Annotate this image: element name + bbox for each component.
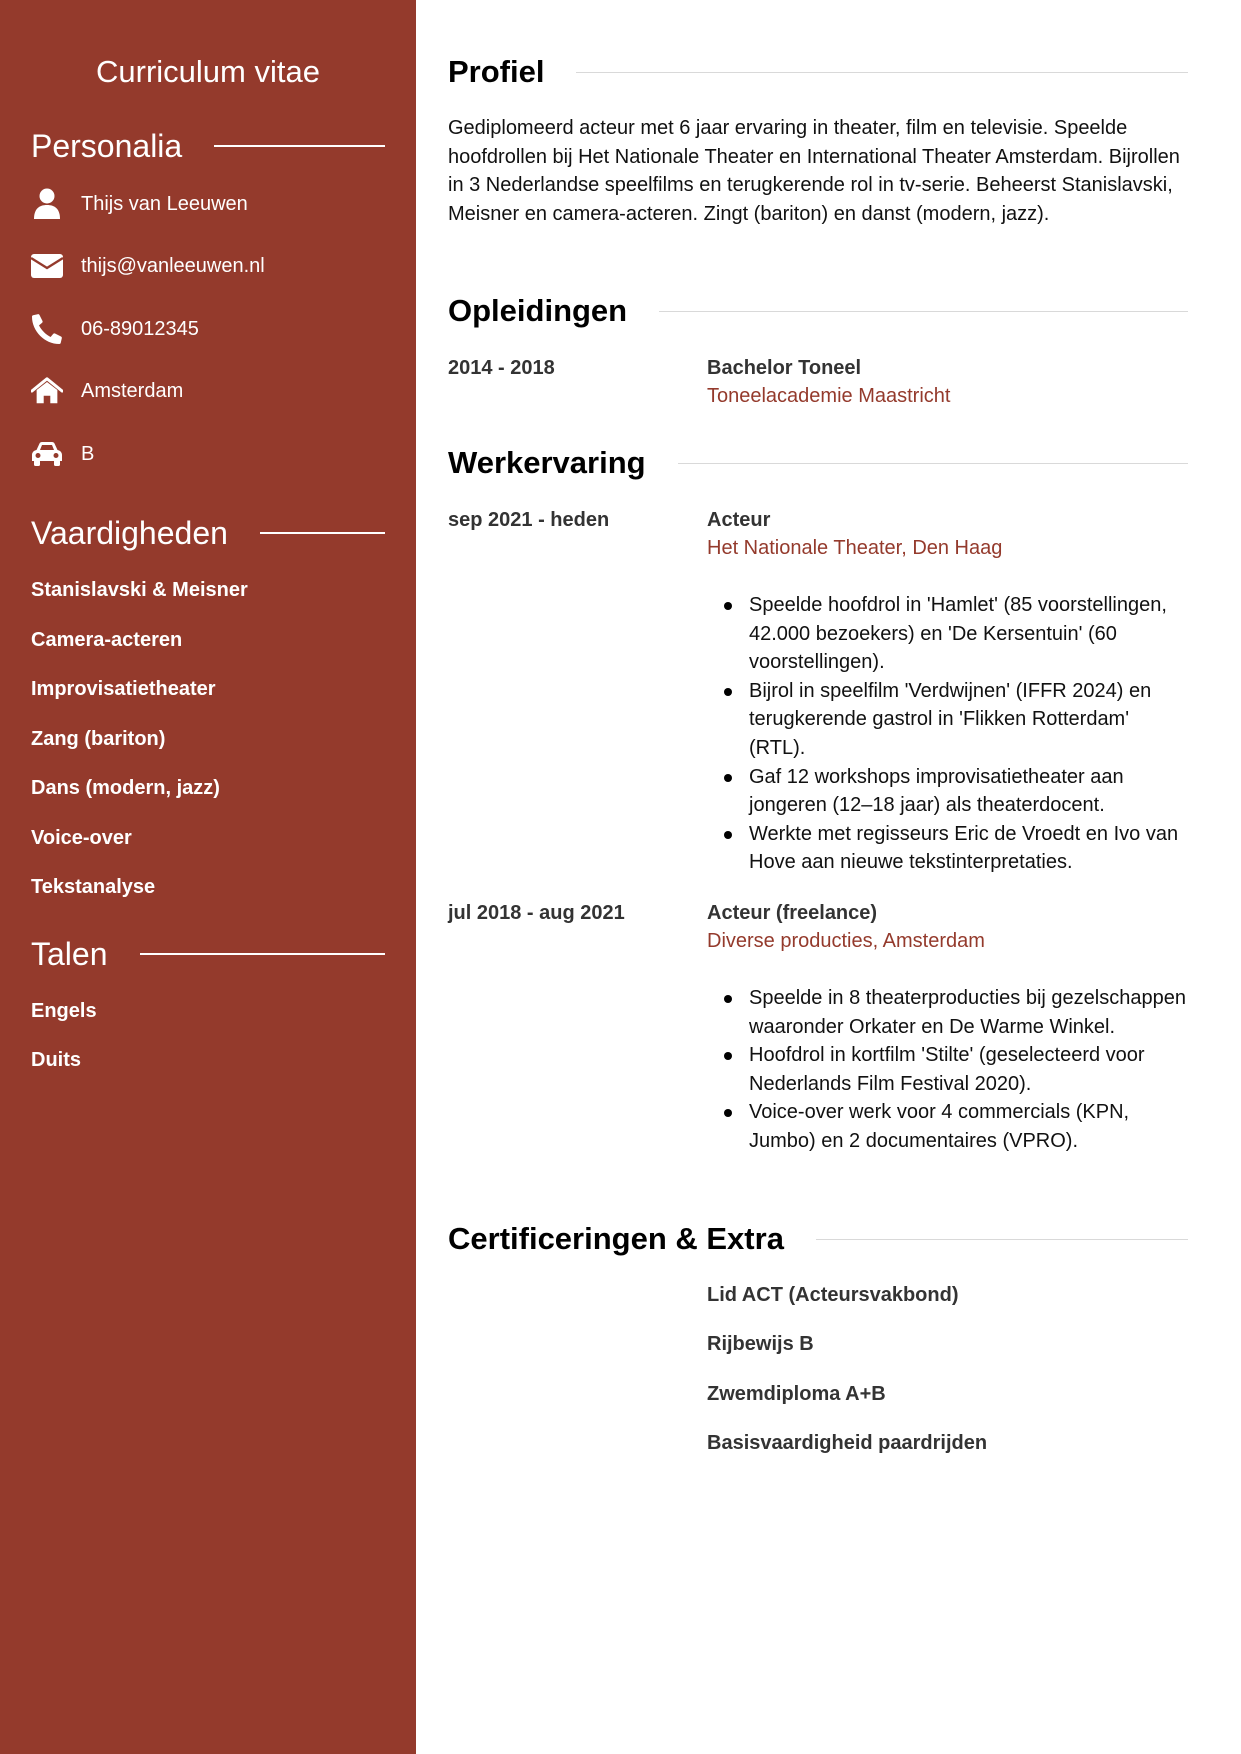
language-item: Duits — [31, 1049, 81, 1071]
skill-item: Zang (bariton) — [31, 728, 166, 750]
sidebar — [0, 0, 416, 1754]
experience-period: jul 2018 - aug 2021 — [448, 902, 625, 924]
bullet-item: Werkte met regisseurs Eric de Vroedt en Ivo van Hove aan nieuwe tekstinterpretaties. — [707, 820, 1188, 877]
education-period: 2014 - 2018 — [448, 357, 555, 379]
contact-phone-row — [31, 311, 199, 347]
skill-item: Camera-acteren — [31, 629, 183, 651]
bullet-item: Hoofdrol in kortfilm 'Stilte' (geselecteerd voor Nederlands Film Festival 2020). — [707, 1041, 1188, 1098]
phone-icon — [31, 313, 63, 345]
contact-driving-license: B — [81, 443, 95, 465]
education-title: Bachelor Toneel — [707, 357, 862, 379]
education-heading — [448, 291, 1188, 331]
experience-heading-rule — [678, 463, 1188, 464]
languages-heading-rule — [140, 953, 386, 955]
contact-city: Amsterdam — [81, 380, 184, 402]
extra-heading — [448, 1219, 1188, 1259]
extra-heading-text: Certificeringen & Extra — [448, 1221, 784, 1256]
bullet-item: Voice-over werk voor 4 commercials (KPN, Jumbo) en 2 documentaires (VPRO). — [707, 1098, 1188, 1155]
envelope-icon — [31, 250, 63, 282]
bullet-item: Bijrol in speelfilm 'Verdwijnen' (IFFR 2024) en terugkerende gastrol in 'Flikken Rotterdam' (RTL). — [707, 677, 1188, 763]
skill-item: Tekstanalyse — [31, 876, 156, 898]
experience-title: Acteur (freelance) — [707, 902, 878, 924]
education-institution: Toneelacademie Maastricht — [707, 385, 951, 407]
profile-heading-text: Profiel — [448, 54, 545, 89]
user-icon — [31, 188, 63, 220]
contact-name-row — [31, 186, 248, 222]
experience-title: Acteur — [707, 509, 771, 531]
extra-item: Zwemdiploma A+B — [707, 1383, 886, 1405]
contact-phone: 06-89012345 — [81, 318, 199, 340]
skills-heading — [31, 513, 385, 553]
skill-item: Dans (modern, jazz) — [31, 777, 220, 799]
skill-item: Improvisatietheater — [31, 678, 216, 700]
profile-heading — [448, 52, 1188, 92]
main-content — [448, 0, 1188, 1754]
contact-license-row — [31, 436, 94, 472]
car-icon — [31, 438, 63, 470]
experience-bullets — [707, 984, 1188, 1156]
cv-title: Curriculum vitae — [96, 54, 320, 89]
extra-item: Basisvaardigheid paardrijden — [707, 1432, 988, 1454]
languages-heading — [31, 934, 385, 974]
extra-item: Rijbewijs B — [707, 1333, 814, 1355]
contact-email-row — [31, 248, 265, 284]
experience-employer: Het Nationale Theater, Den Haag — [707, 537, 1003, 559]
contact-name: Thijs van Leeuwen — [81, 193, 248, 215]
bullet-item: Speelde hoofdrol in 'Hamlet' (85 voorstellingen, 42.000 bezoekers) en 'De Kersentuin' (60 voorstellingen). — [707, 591, 1188, 677]
experience-bullets — [707, 591, 1188, 877]
skill-item: Stanislavski & Meisner — [31, 579, 248, 601]
education-heading-rule — [659, 311, 1188, 312]
skills-heading-text: Vaardigheden — [31, 515, 228, 551]
education-heading-text: Opleidingen — [448, 293, 628, 328]
contact-email[interactable]: thijs@vanleeuwen.nl — [81, 255, 265, 277]
personalia-heading-text: Personalia — [31, 128, 183, 164]
experience-heading — [448, 443, 1188, 483]
personalia-heading-rule — [214, 145, 385, 147]
languages-heading-text: Talen — [31, 936, 108, 972]
extra-heading-rule — [816, 1239, 1188, 1240]
extra-item: Lid ACT (Acteursvakbond) — [707, 1284, 959, 1306]
experience-heading-text: Werkervaring — [448, 445, 646, 480]
profile-text: Gediplomeerd acteur met 6 jaar ervaring in theater, film en televisie. Speelde hoofdrollen bij Het Nationale Theater en International Theater Amsterdam. Bijrollen in 3 Nederlandse speelfilms en terugkerende rol in tv-serie. Beheerst Stanislavski, Meisner en camera-acteren. Zingt (bariton) en danst (modern, jazz). — [448, 117, 1180, 225]
contact-city-row — [31, 373, 183, 409]
home-icon — [31, 375, 63, 407]
skill-item: Voice-over — [31, 827, 132, 849]
experience-employer: Diverse producties, Amsterdam — [707, 930, 985, 952]
personalia-heading — [31, 126, 385, 166]
experience-period: sep 2021 - heden — [448, 509, 610, 531]
language-item: Engels — [31, 1000, 97, 1022]
skills-heading-rule — [260, 532, 385, 534]
bullet-item: Speelde in 8 theaterproducties bij gezelschappen waaronder Orkater en De Warme Winkel. — [707, 984, 1188, 1041]
profile-heading-rule — [576, 72, 1188, 73]
bullet-item: Gaf 12 workshops improvisatietheater aan jongeren (12–18 jaar) als theaterdocent. — [707, 763, 1188, 820]
